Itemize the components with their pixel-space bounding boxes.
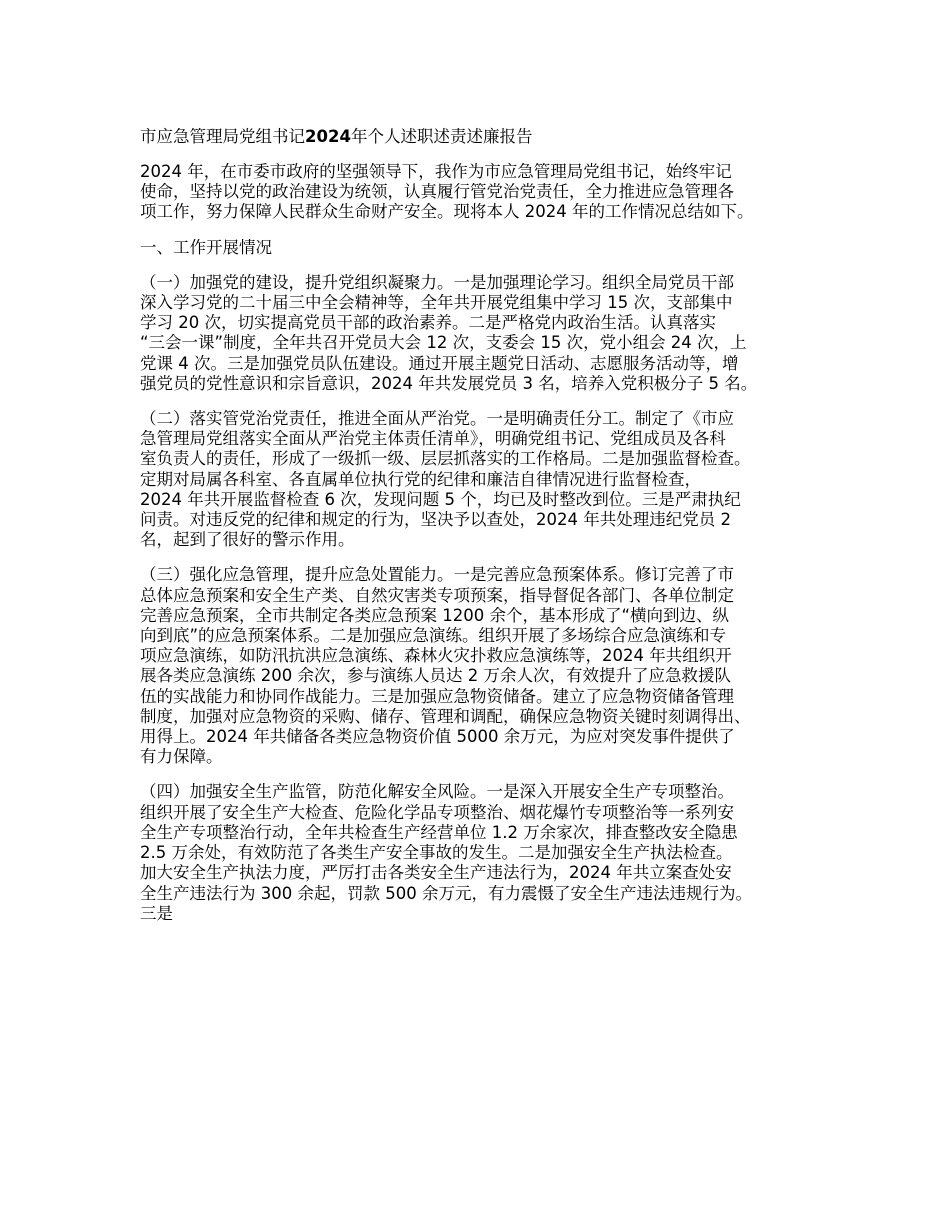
document-title <box>140 126 822 148</box>
intro-line: 使命，坚持以党的政治建设为统领，认真履行管党治党责任，全力推进应急管理各 <box>140 182 734 202</box>
paragraph-line: 2.5 万余处，有效防范了各类生产安全事故的发生。二是加强安全生产执法检查。 <box>140 843 733 863</box>
paragraph-line: 全生产专项整治行动，全年共检查生产经营单位 1.2 万余家次，排查整改安全隐患 <box>140 822 738 842</box>
paragraph-line: 急管理局党组落实全面从严治党主体责任清单》，明确党组书记、党组成员及各科 <box>140 429 726 449</box>
paragraph-line: 有力保障。 <box>140 747 223 767</box>
paragraph-line: （三）强化应急管理，提升应急处置能力。一是完善应急预案体系。修订完善了市 <box>140 565 734 585</box>
paragraph-line: 党课 4 次。三是加强党员队伍建设。通过开展主题党日活动、志愿服务活动等，增 <box>140 353 739 373</box>
intro-line: 项工作，努力保障人民群众生命财产安全。现将本人 2024 年的工作情况总结如下。 <box>140 202 754 222</box>
paragraph-line: 名，起到了很好的警示作用。 <box>140 530 355 550</box>
title-part-1: 市应急管理局党组书记 <box>140 127 305 146</box>
paragraph-line: 加大安全生产执法力度，严厉打击各类安全生产违法行为，2024 年共立案查处安 <box>140 863 732 883</box>
paragraph-line: 三是 <box>140 903 173 923</box>
paragraph-line: 伍的实战能力和协同作战能力。三是加强应急物资储备。建立了应急物资储备管理 <box>140 686 734 706</box>
document-page <box>140 126 822 939</box>
paragraph-line: 完善应急预案，全市共制定各类应急预案 1200 余个，基本形成了“横向到边、纵 <box>140 605 730 625</box>
section-heading: 一、工作开展情况 <box>140 237 272 257</box>
paragraph-party-responsibility <box>140 409 822 550</box>
paragraph-line: 全生产违法行为 300 余起，罚款 500 余万元，有力震慑了安全生产违法违规行为。 <box>140 883 752 903</box>
paragraph-line: （四）加强安全生产监管，防范化解安全风险。一是深入开展安全生产专项整治。 <box>140 782 734 802</box>
paragraph-line: 深入学习党的二十届三中全会精神等，全年共开展党组集中学习 15 次，支部集中 <box>140 293 733 313</box>
paragraph-line: 强党员的党性意识和宗旨意识，2024 年共发展党员 3 名，培养入党积极分子 5 名。 <box>140 373 758 393</box>
intro-line: 2024 年，在市委市政府的坚强领导下，我作为市应急管理局党组书记，始终牢记 <box>140 162 732 181</box>
paragraph-line: （二）落实管党治党责任，推进全面从严治党。一是明确责任分工。制定了《市应 <box>140 409 734 429</box>
paragraph-line: 组织开展了安全生产大检查、危险化学品专项整治、烟花爆竹专项整治等一系列安 <box>140 802 734 822</box>
paragraph-line: 2024 年共开展监督检查 6 次，发现问题 5 个，均已及时整改到位。三是严肃执纪 <box>140 489 741 509</box>
paragraph-line: 定期对局属各科室、各直属单位执行党的纪律和廉洁自律情况进行监督检查， <box>140 469 701 489</box>
paragraph-line: 项应急演练，如防汛抗洪应急演练、森林火灾扑救应急演练等，2024 年共组织开 <box>140 646 732 666</box>
paragraph-line: 室负责人的责任，形成了一级抓一级、层层抓落实的工作格局。二是加强监督检查。 <box>140 449 751 469</box>
title-year: 2024 <box>305 127 351 146</box>
paragraph-line: 总体应急预案和安全生产类、自然灾害类专项预案，指导督促各部门、各单位制定 <box>140 585 734 605</box>
paragraph-line: 向到底”的应急预案体系。二是加强应急演练。组织开展了多场综合应急演练和专 <box>140 626 727 646</box>
title-part-2: 年个人述职述责述廉报告 <box>350 127 533 146</box>
paragraph-line: 展各类应急演练 200 余次，参与演练人员达 2 万余人次，有效提升了应急救援队 <box>140 666 731 686</box>
paragraph-line: 用得上。2024 年共储备各类应急物资价值 5000 余万元，为应对突发事件提供了 <box>140 727 735 747</box>
intro-paragraph <box>140 162 822 223</box>
paragraph-line: 问责。对违反党的纪律和规定的行为，坚决予以查处，2024 年共处理违纪党员 2 <box>140 510 731 530</box>
paragraph-line: 学习 20 次，切实提高党员干部的政治素养。二是严格党内政治生活。认真落实 <box>140 313 716 333</box>
paragraph-safety-supervision <box>140 782 822 923</box>
paragraph-line: （一）加强党的建设，提升党组织凝聚力。一是加强理论学习。组织全局党员干部 <box>140 272 734 292</box>
paragraph-emergency-management <box>140 565 822 767</box>
paragraph-line: “三会一课”制度，全年共召开党员大会 12 次，支委会 15 次，党小组会 24 次，上 <box>140 333 747 353</box>
paragraph-party-building <box>140 273 822 394</box>
paragraph-line: 制度，加强对应急物资的采购、储存、管理和调配，确保应急物资关键时刻调得出、 <box>140 706 751 726</box>
